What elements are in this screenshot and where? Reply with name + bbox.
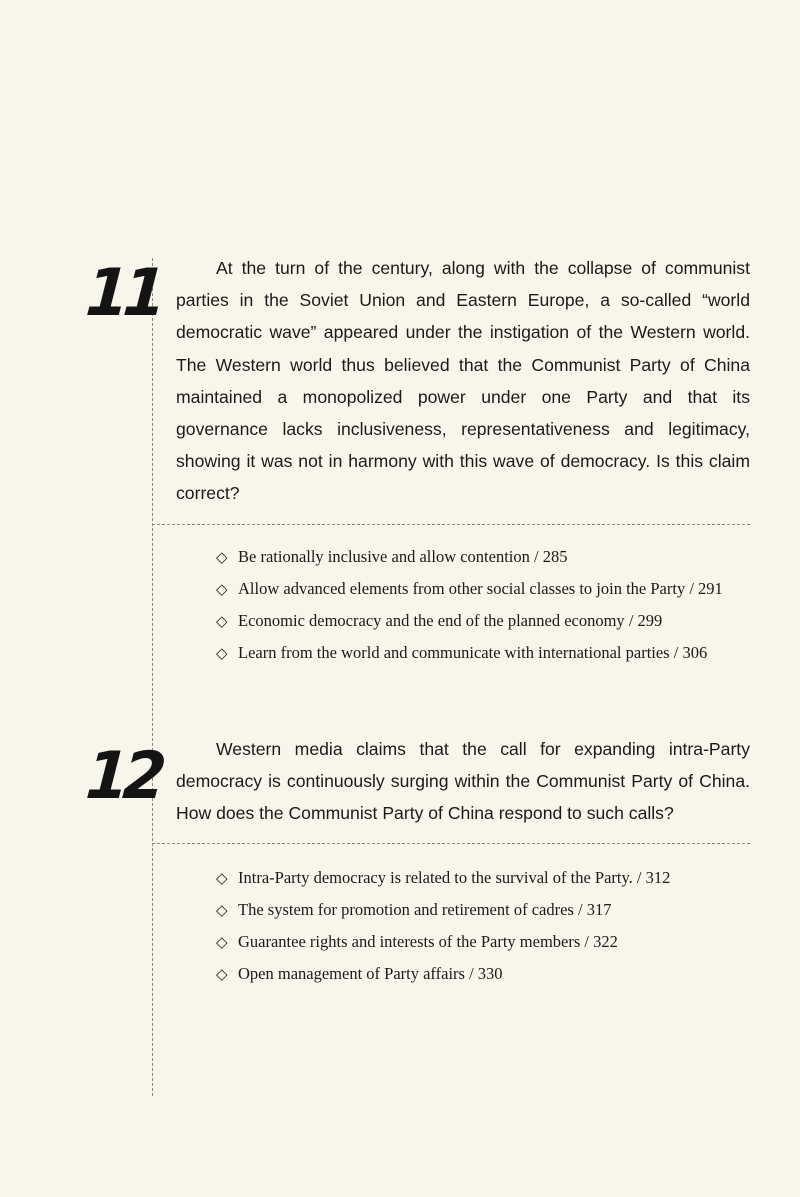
chapter-question: Western media claims that the call for expanding intra-Party democracy is continuously surging within the Communist Party of China. How does the Communist Party of China respond to such calls? <box>176 739 750 824</box>
item-page: / 306 <box>669 643 708 662</box>
item-page: / 322 <box>580 932 618 951</box>
list-item[interactable] <box>216 958 776 990</box>
subsection-list <box>216 862 776 990</box>
section-divider <box>152 524 750 525</box>
chapter-number: 11 <box>83 254 163 331</box>
chapter-question: At the turn of the century, along with the collapse of communist parties in the Soviet Union and Eastern Europe, a so-called “world democratic wave” appeared under the instigation of the Western world. The Western world thus believed that the Communist Party of China maintained a monopolized power under one Party and that its governance lacks inclusiveness, representativeness and legitimacy, showing it was not in harmony with this wave of democracy. Is this claim correct? <box>176 258 750 504</box>
diamond-icon: ◇ <box>216 935 228 951</box>
list-item[interactable] <box>216 894 776 926</box>
diamond-icon: ◇ <box>216 550 228 566</box>
list-item[interactable] <box>216 605 776 637</box>
item-page: / 291 <box>685 579 723 598</box>
item-page: / 285 <box>529 547 568 566</box>
diamond-icon: ◇ <box>216 582 228 598</box>
item-title: Be rationally inclusive and allow contention <box>238 547 530 566</box>
item-title: Economic democracy and the end of the planned economy <box>238 611 625 630</box>
item-title: Open management of Party affairs <box>238 964 465 983</box>
diamond-icon: ◇ <box>216 871 228 887</box>
chapter-number: 12 <box>83 737 163 814</box>
item-title: Guarantee rights and interests of the Party members <box>238 932 581 951</box>
list-item[interactable] <box>216 862 776 894</box>
item-page: / 299 <box>624 611 663 630</box>
item-page: / 330 <box>464 964 503 983</box>
item-page: / 317 <box>573 900 612 919</box>
item-title: Intra-Party democracy is related to the survival of the Party. <box>238 868 633 887</box>
diamond-icon: ◇ <box>216 646 228 662</box>
diamond-icon: ◇ <box>216 614 228 630</box>
list-item[interactable] <box>216 573 776 605</box>
diamond-icon: ◇ <box>216 967 228 983</box>
subsection-list <box>216 541 776 669</box>
vertical-divider <box>152 258 153 1096</box>
item-title: Allow advanced elements from other social classes to join the Party <box>238 579 686 598</box>
item-title: Learn from the world and communicate with international parties <box>238 643 670 662</box>
item-title: The system for promotion and retirement of cadres <box>238 900 574 919</box>
section-divider <box>152 843 750 844</box>
list-item[interactable] <box>216 926 776 958</box>
list-item[interactable] <box>216 541 776 573</box>
list-item[interactable] <box>216 637 776 669</box>
item-page: / 312 <box>632 868 671 887</box>
diamond-icon: ◇ <box>216 903 228 919</box>
